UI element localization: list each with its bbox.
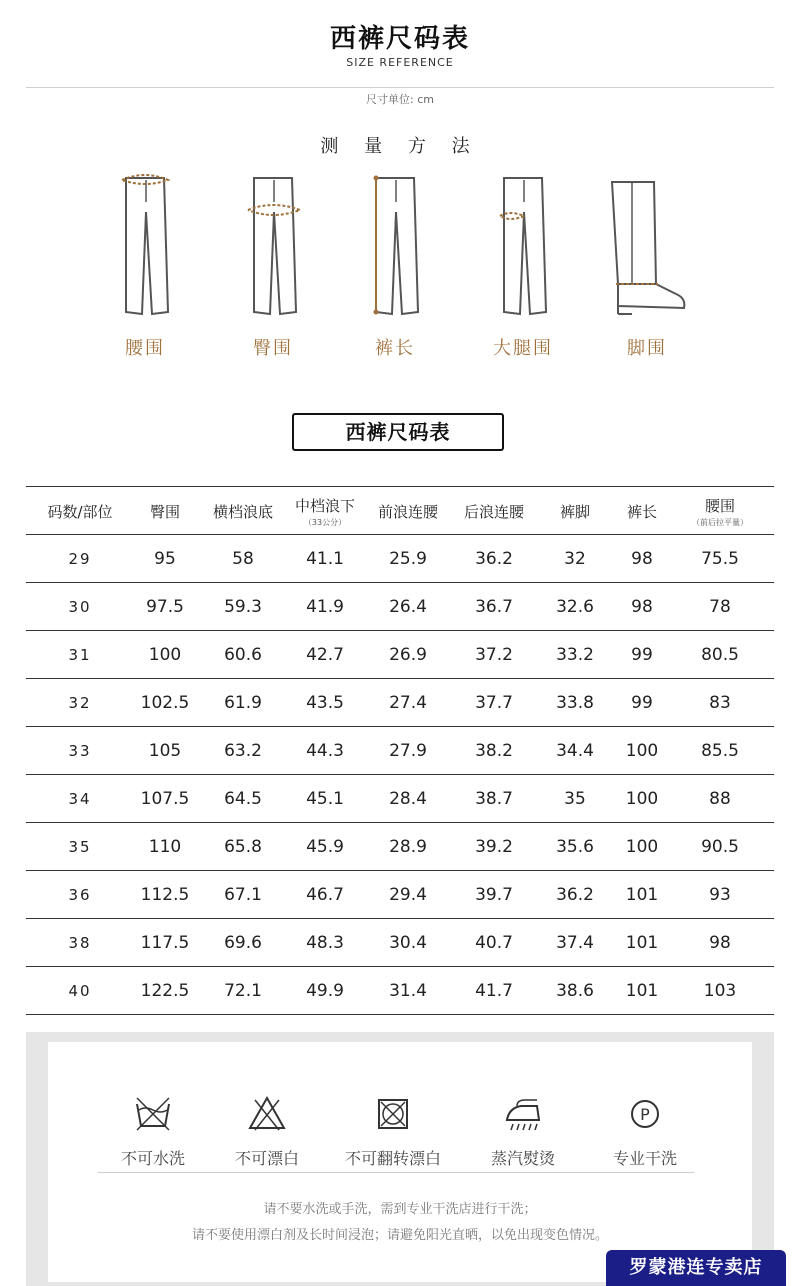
care-label: 专业干洗 (612, 1149, 677, 1168)
care-label: 蒸汽熨烫 (490, 1149, 555, 1168)
measurement-cell: 61.9 (196, 679, 290, 727)
care-note-line-2: 请不要使用漂白剂及长时间浸泡；请避免阳光直晒，以免出现变色情况。 (191, 1228, 608, 1243)
care-item-dry-clean (580, 1094, 710, 1174)
measurement-cell: 44.3 (290, 727, 360, 775)
figure-hem (592, 172, 702, 362)
size-cell: 33 (26, 727, 134, 775)
unit-note: 尺寸单位: cm (366, 93, 434, 106)
column-header: 裤脚 (532, 487, 618, 535)
trousers-hem-shoe-icon (592, 172, 702, 332)
measurement-cell: 41.1 (290, 535, 360, 583)
measurement-cell: 35 (532, 775, 618, 823)
table-row (26, 583, 774, 631)
size-cell: 31 (26, 631, 134, 679)
measurement-cell: 69.6 (196, 919, 290, 967)
measurement-cell: 32 (532, 535, 618, 583)
measurement-cell: 100 (618, 775, 666, 823)
size-cell: 29 (26, 535, 134, 583)
size-cell: 34 (26, 775, 134, 823)
column-header: 码数/部位 (26, 487, 134, 535)
trousers-waist-measure-icon (90, 172, 200, 332)
measurement-cell: 28.9 (360, 823, 456, 871)
size-table-header-row (26, 487, 774, 535)
svg-text:P: P (640, 1105, 650, 1124)
measurement-cell: 60.6 (196, 631, 290, 679)
professional-dry-clean-icon (625, 1094, 665, 1134)
measurement-cell: 43.5 (290, 679, 360, 727)
measurement-cell: 26.4 (360, 583, 456, 631)
measurement-cell: 45.9 (290, 823, 360, 871)
measurement-cell: 105 (134, 727, 196, 775)
trousers-thigh-measure-icon (468, 172, 578, 332)
measurement-cell: 38.7 (456, 775, 532, 823)
measurement-cell: 41.9 (290, 583, 360, 631)
measurement-cell: 37.7 (456, 679, 532, 727)
measurement-cell: 85.5 (666, 727, 774, 775)
measurement-cell: 102.5 (134, 679, 196, 727)
table-row (26, 631, 774, 679)
measurement-cell: 27.9 (360, 727, 456, 775)
size-cell: 30 (26, 583, 134, 631)
size-table-body (26, 535, 774, 1015)
care-item-no-wash (88, 1094, 218, 1174)
figure-label-length: 裤长 (375, 338, 415, 359)
measurement-cell: 39.7 (456, 871, 532, 919)
measurement-cell: 110 (134, 823, 196, 871)
measurement-cell: 101 (618, 871, 666, 919)
measurement-cell: 36.2 (532, 871, 618, 919)
measurement-cell: 99 (618, 679, 666, 727)
figure-length (340, 172, 450, 362)
column-header-note: （前后拉平量） (692, 518, 748, 527)
measurement-cell: 65.8 (196, 823, 290, 871)
measurement-cell: 88 (666, 775, 774, 823)
measurement-cell: 100 (134, 631, 196, 679)
measurement-cell: 83 (666, 679, 774, 727)
header-divider (26, 87, 774, 88)
measurement-cell: 31.4 (360, 967, 456, 1015)
size-table (26, 486, 774, 1015)
trousers-hip-measure-icon (218, 172, 328, 332)
care-note-line-1: 请不要水洗或手洗，需到专业干洗店进行干洗； (263, 1202, 537, 1217)
table-row (26, 535, 774, 583)
figure-label-waist: 腰围 (125, 338, 165, 359)
column-header: 腰围 （前后拉平量） (666, 487, 774, 535)
figure-label-hem: 脚围 (627, 338, 667, 359)
measurement-cell: 33.8 (532, 679, 618, 727)
care-item-steam-iron (458, 1094, 588, 1174)
measurement-cell: 90.5 (666, 823, 774, 871)
measurement-cell: 101 (618, 919, 666, 967)
measurement-cell: 80.5 (666, 631, 774, 679)
care-item-no-bleach (202, 1094, 332, 1174)
measurement-cell: 122.5 (134, 967, 196, 1015)
measurement-cell: 101 (618, 967, 666, 1015)
measurement-cell: 45.1 (290, 775, 360, 823)
care-label: 不可水洗 (120, 1149, 185, 1168)
measurement-cell: 37.4 (532, 919, 618, 967)
measurement-cell: 48.3 (290, 919, 360, 967)
measurement-cell: 107.5 (134, 775, 196, 823)
size-cell: 40 (26, 967, 134, 1015)
column-header: 裤长 (618, 487, 666, 535)
measurement-cell: 95 (134, 535, 196, 583)
measurement-cell: 67.1 (196, 871, 290, 919)
care-label: 不可翻转漂白 (344, 1149, 441, 1168)
measurement-cell: 63.2 (196, 727, 290, 775)
steam-iron-icon (503, 1094, 543, 1134)
column-header: 横档浪底 (196, 487, 290, 535)
table-row (26, 871, 774, 919)
care-item-no-tumble (328, 1094, 458, 1174)
figure-waist (90, 172, 200, 362)
size-cell: 35 (26, 823, 134, 871)
no-wash-icon (133, 1094, 173, 1134)
measurement-cell: 75.5 (666, 535, 774, 583)
measurement-cell: 41.7 (456, 967, 532, 1015)
measurement-cell: 117.5 (134, 919, 196, 967)
column-header: 后浪连腰 (456, 487, 532, 535)
measurement-cell: 38.6 (532, 967, 618, 1015)
measurement-cell: 28.4 (360, 775, 456, 823)
measurement-cell: 32.6 (532, 583, 618, 631)
figure-thigh (468, 172, 578, 362)
measurement-cell: 38.2 (456, 727, 532, 775)
measurement-cell: 78 (666, 583, 774, 631)
table-row (26, 967, 774, 1015)
trousers-length-measure-icon (340, 172, 450, 332)
measurement-cell: 72.1 (196, 967, 290, 1015)
measurement-cell: 25.9 (360, 535, 456, 583)
measurement-cell: 42.7 (290, 631, 360, 679)
measurement-cell: 100 (618, 727, 666, 775)
measurement-cell: 26.9 (360, 631, 456, 679)
store-badge: 罗蒙港连专卖店 (606, 1250, 786, 1286)
measurement-cell: 99 (618, 631, 666, 679)
measure-figures (0, 172, 800, 372)
column-header: 中档浪下 （33公分） (290, 487, 360, 535)
figure-hip (218, 172, 328, 362)
column-header-note: （33公分） (303, 518, 347, 527)
measurement-cell: 36.7 (456, 583, 532, 631)
measurement-cell: 64.5 (196, 775, 290, 823)
size-cell: 36 (26, 871, 134, 919)
measurement-cell: 30.4 (360, 919, 456, 967)
measurement-cell: 27.4 (360, 679, 456, 727)
measurement-cell: 34.4 (532, 727, 618, 775)
measurement-cell: 103 (666, 967, 774, 1015)
measurement-cell: 37.2 (456, 631, 532, 679)
table-row (26, 727, 774, 775)
size-table-heading: 西裤尺码表 (292, 413, 504, 451)
figure-label-hip: 臀围 (253, 338, 293, 359)
measurement-cell: 112.5 (134, 871, 196, 919)
size-cell: 32 (26, 679, 134, 727)
no-tumble-dry-icon (373, 1094, 413, 1134)
measurement-cell: 98 (618, 583, 666, 631)
column-header: 前浪连腰 (360, 487, 456, 535)
measurement-cell: 36.2 (456, 535, 532, 583)
measurement-cell: 33.2 (532, 631, 618, 679)
care-divider (98, 1172, 694, 1173)
no-bleach-icon (247, 1094, 287, 1134)
measurement-cell: 35.6 (532, 823, 618, 871)
measurement-cell: 59.3 (196, 583, 290, 631)
figure-label-thigh: 大腿围 (493, 338, 553, 359)
table-row (26, 679, 774, 727)
care-section (26, 1032, 774, 1286)
measure-method-title: 测 量 方 法 (320, 136, 480, 157)
measurement-cell: 29.4 (360, 871, 456, 919)
measurement-cell: 40.7 (456, 919, 532, 967)
measurement-cell: 46.7 (290, 871, 360, 919)
measurement-cell: 98 (666, 919, 774, 967)
measurement-cell: 39.2 (456, 823, 532, 871)
care-label: 不可漂白 (234, 1149, 299, 1168)
measurement-cell: 93 (666, 871, 774, 919)
measurement-cell: 58 (196, 535, 290, 583)
page-subtitle: SIZE REFERENCE (346, 56, 454, 69)
page-title: 西裤尺码表 (329, 24, 470, 54)
column-header: 臀围 (134, 487, 196, 535)
table-row (26, 919, 774, 967)
measurement-cell: 100 (618, 823, 666, 871)
table-row (26, 775, 774, 823)
table-row (26, 823, 774, 871)
measurement-cell: 97.5 (134, 583, 196, 631)
care-panel (48, 1042, 752, 1282)
measurement-cell: 49.9 (290, 967, 360, 1015)
size-cell: 38 (26, 919, 134, 967)
measurement-cell: 98 (618, 535, 666, 583)
